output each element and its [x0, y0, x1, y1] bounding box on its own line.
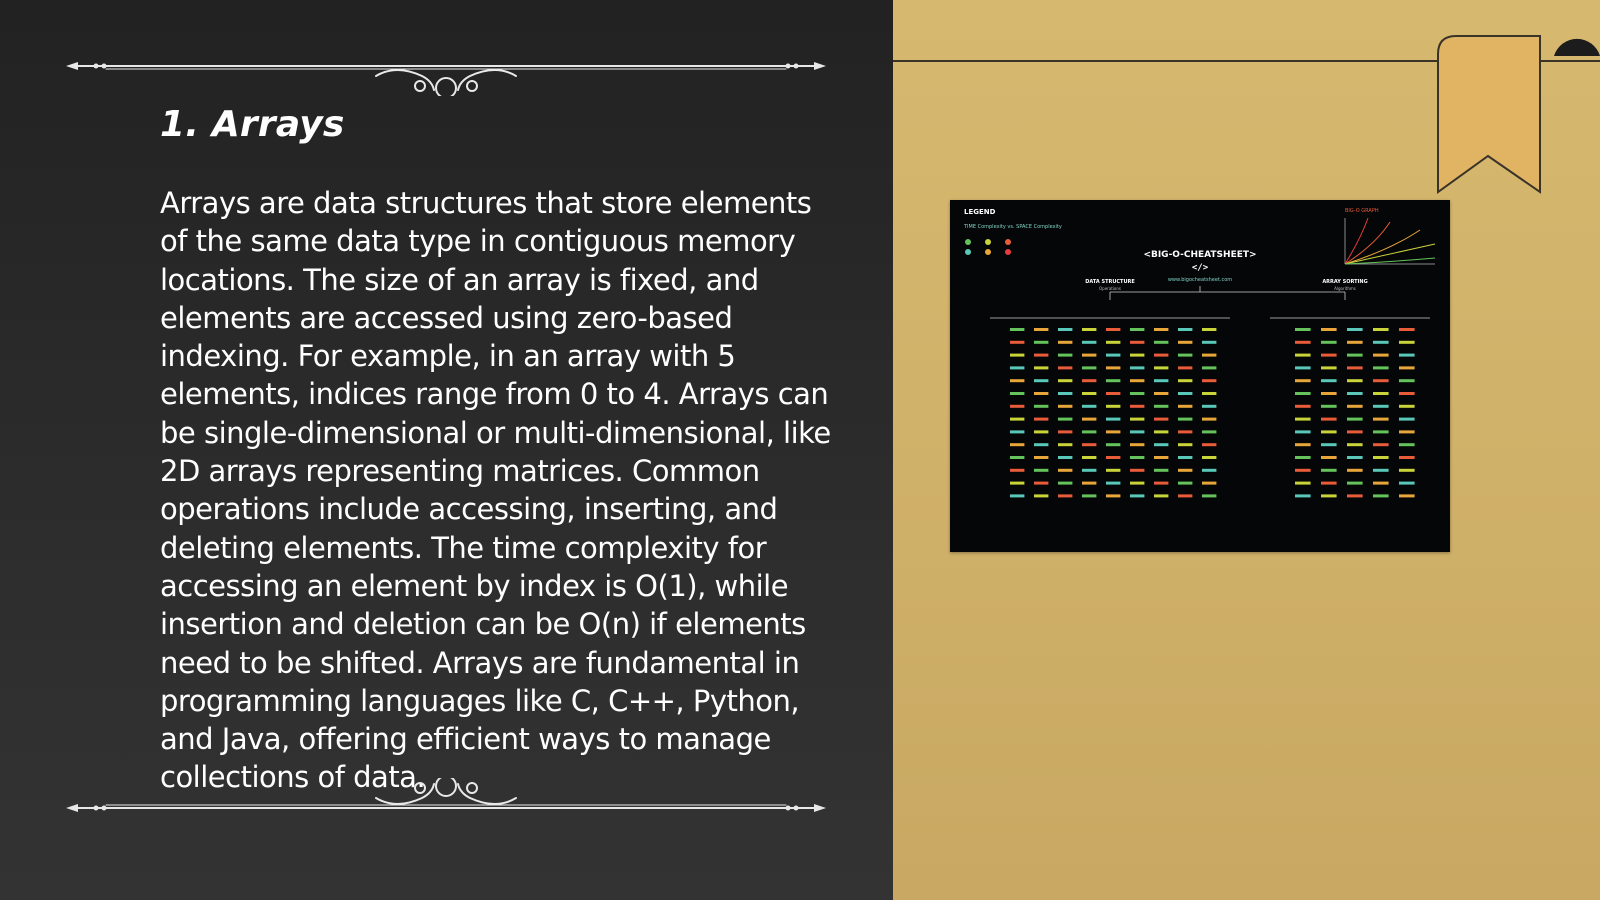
cheatsheet-cell: [1399, 354, 1415, 357]
cheatsheet-cell: [1130, 418, 1144, 421]
cheatsheet-cell: [1321, 392, 1337, 395]
cheatsheet-cell: [1058, 379, 1072, 382]
right-section-sub: Algorithms: [1334, 286, 1356, 291]
cheatsheet-cell: [1373, 392, 1389, 395]
cheatsheet-cell: [1373, 418, 1389, 421]
cheatsheet-cell: [1347, 443, 1363, 446]
cheatsheet-cell: [1154, 418, 1168, 421]
cheatsheet-cell: [1295, 354, 1311, 357]
cheatsheet-cell: [1154, 469, 1168, 472]
cheatsheet-cell: [1010, 366, 1024, 369]
cheatsheet-cell: [1010, 341, 1024, 344]
cheatsheet-cell: [1010, 482, 1024, 485]
cheatsheet-cell: [1130, 456, 1144, 459]
cheatsheet-cell: [1178, 494, 1192, 497]
cheatsheet-cell: [1295, 469, 1311, 472]
cheatsheet-cell: [1034, 379, 1048, 382]
cheatsheet-cell: [1321, 469, 1337, 472]
cheatsheet-cell: [1106, 328, 1120, 331]
cheatsheet-cell: [1034, 456, 1048, 459]
cheatsheet-cell: [1373, 405, 1389, 408]
cheatsheet-cell: [1178, 469, 1192, 472]
left-section-sub: Operations: [1099, 286, 1121, 291]
cheatsheet-cell: [1347, 418, 1363, 421]
cheatsheet-cell: [1082, 430, 1096, 433]
bookmark-ribbon-icon: [1430, 34, 1600, 204]
cheatsheet-cell: [1154, 405, 1168, 408]
cheatsheet-cell: [1295, 392, 1311, 395]
cheatsheet-cell: [1082, 418, 1096, 421]
cheatsheet-cell: [1347, 494, 1363, 497]
cheatsheet-cell: [1178, 430, 1192, 433]
cheatsheet-cell: [1082, 354, 1096, 357]
cheatsheet-cell: [1373, 430, 1389, 433]
cheatsheet-cell: [1010, 469, 1024, 472]
cheatsheet-cell: [1130, 469, 1144, 472]
cheatsheet-cell: [1058, 456, 1072, 459]
cheatsheet-cell: [1154, 379, 1168, 382]
cheatsheet-cell: [1321, 494, 1337, 497]
cheatsheet-cell: [1082, 456, 1096, 459]
cheatsheet-cell: [1082, 482, 1096, 485]
cheatsheet-cell: [1321, 443, 1337, 446]
cheatsheet-cell: [1295, 443, 1311, 446]
cheatsheet-cell: [1347, 366, 1363, 369]
cheatsheet-cell: [1373, 328, 1389, 331]
cheatsheet-cell: [1202, 494, 1216, 497]
cheatsheet-cell: [1082, 443, 1096, 446]
cheatsheet-cell: [1154, 443, 1168, 446]
cheatsheet-cell: [1399, 341, 1415, 344]
cheatsheet-cell: [1347, 469, 1363, 472]
cheatsheet-cell: [1034, 392, 1048, 395]
cheatsheet-cell: [1178, 379, 1192, 382]
cheatsheet-cell: [1058, 354, 1072, 357]
cheatsheet-cell: [1130, 405, 1144, 408]
cheatsheet-cell: [1202, 430, 1216, 433]
cheatsheet-cell: [1295, 456, 1311, 459]
cheatsheet-cell: [1130, 482, 1144, 485]
cheatsheet-cell: [1373, 354, 1389, 357]
cheatsheet-cell: [1295, 328, 1311, 331]
cheatsheet-cell: [1347, 328, 1363, 331]
cheatsheet-cell: [1106, 392, 1120, 395]
cheatsheet-cell: [1034, 443, 1048, 446]
top-ornament-divider: [66, 36, 826, 96]
cheatsheet-cell: [1202, 366, 1216, 369]
cheatsheet-cell: [1178, 392, 1192, 395]
cheatsheet-cell: [1058, 443, 1072, 446]
legend-subtitle: TIME Complexity vs. SPACE Complexity: [964, 224, 1062, 230]
cheatsheet-cell: [1058, 430, 1072, 433]
cheatsheet-cell: [1202, 482, 1216, 485]
cheatsheet-cell: [1106, 456, 1120, 459]
left-section-label: DATA STRUCTURE: [1085, 279, 1135, 285]
cheatsheet-cell: [1130, 341, 1144, 344]
cheatsheet-cell: [1154, 366, 1168, 369]
right-section-label: ARRAY SORTING: [1322, 279, 1368, 285]
cheatsheet-cell: [1347, 354, 1363, 357]
cheatsheet-cell: [1106, 482, 1120, 485]
cheatsheet-cell: [1399, 328, 1415, 331]
cheatsheet-cell: [1202, 418, 1216, 421]
cheatsheet-cell: [1010, 392, 1024, 395]
slide-body-text: Arrays are data structures that store elements of the same data type in contiguous memory locations. The size of an array is fixed, and elements are accessed using zero-based indexing. For example, in an array with 5 elements, indices range from 0 to 4. Arrays can be single-dimensional or multi-dimensional, like 2D arrays representing matrices. Common operations include accessing, inserting, and deleting elements. The time complexity for accessing an element by index is O(1), while insertion and deletion can be O(n) if elements need to be shifted. Arrays are fundamental in programming languages like C, C++, Python, and Java, offering efficient ways to manage collections of data.: [160, 186, 831, 795]
cheatsheet-cell: [1082, 469, 1096, 472]
legend-label: LEGEND: [964, 208, 996, 216]
cheatsheet-cell: [1321, 341, 1337, 344]
cheatsheet-cell: [1130, 494, 1144, 497]
cheatsheet-cell: [1130, 354, 1144, 357]
cheatsheet-cell: [1321, 354, 1337, 357]
slide-title: 1. Arrays: [160, 104, 345, 145]
graph-label: BIG-O GRAPH: [1345, 208, 1379, 214]
cheatsheet-cell: [1399, 482, 1415, 485]
cheatsheet-cell: [1154, 354, 1168, 357]
cheatsheet-cell: [1130, 379, 1144, 382]
cheatsheet-cell: [1347, 341, 1363, 344]
cheatsheet-cell: [1295, 494, 1311, 497]
cheatsheet-cell: [1321, 482, 1337, 485]
cheatsheet-cell: [1399, 418, 1415, 421]
cheatsheet-cell: [1058, 366, 1072, 369]
cheatsheet-cell: [1178, 405, 1192, 408]
cheatsheet-cell: [1347, 392, 1363, 395]
cheatsheet-cell: [1399, 366, 1415, 369]
cheatsheet-cell: [1295, 366, 1311, 369]
cheatsheet-cell: [1202, 443, 1216, 446]
cheatsheet-cell: [1058, 494, 1072, 497]
cheatsheet-cell: [1399, 469, 1415, 472]
cheatsheet-cell: [1082, 494, 1096, 497]
cheatsheet-cell: [1178, 443, 1192, 446]
cheatsheet-cell: [1106, 405, 1120, 408]
cheatsheet-cell: [1399, 379, 1415, 382]
cheatsheet-cell: [1106, 494, 1120, 497]
cheatsheet-cell: [1154, 328, 1168, 331]
cheatsheet-cell: [1399, 430, 1415, 433]
cheatsheet-cell: [1034, 405, 1048, 408]
cheatsheet-cell: [1034, 341, 1048, 344]
cheatsheet-cell: [1373, 482, 1389, 485]
cheatsheet-cell: [1321, 328, 1337, 331]
cheatsheet-cell: [1202, 392, 1216, 395]
cheatsheet-cell: [1154, 341, 1168, 344]
cheatsheet-cell: [1373, 469, 1389, 472]
cheatsheet-cell: [1058, 328, 1072, 331]
cheatsheet-cell: [1347, 405, 1363, 408]
cheatsheet-cell: [1347, 456, 1363, 459]
cheatsheet-cell: [1058, 405, 1072, 408]
cheatsheet-cell: [1010, 430, 1024, 433]
cheatsheet-cell: [1399, 456, 1415, 459]
cheatsheet-cell: [1154, 430, 1168, 433]
cheatsheet-cell: [1010, 494, 1024, 497]
cheatsheet-cell: [1130, 443, 1144, 446]
cheatsheet-cell: [1321, 405, 1337, 408]
cheatsheet-cell: [1321, 379, 1337, 382]
cheatsheet-cell: [1034, 328, 1048, 331]
cheatsheet-cell: [1106, 469, 1120, 472]
cheatsheet-cell: [1010, 443, 1024, 446]
cheatsheet-cell: [1106, 341, 1120, 344]
cheatsheet-cell: [1202, 354, 1216, 357]
cheatsheet-cell: [1321, 456, 1337, 459]
cheatsheet-cell: [1295, 418, 1311, 421]
cheatsheet-cell: [1178, 328, 1192, 331]
cheatsheet-cell: [1082, 379, 1096, 382]
cheatsheet-cell: [1034, 354, 1048, 357]
cheatsheet-cell: [1010, 418, 1024, 421]
cheatsheet-cell: [1010, 328, 1024, 331]
cheatsheet-cell: [1130, 328, 1144, 331]
cheatsheet-cell: [1399, 443, 1415, 446]
cheatsheet-cell: [1058, 341, 1072, 344]
cheatsheet-cell: [1373, 341, 1389, 344]
cheatsheet-cell: [1347, 482, 1363, 485]
cheatsheet-cell: [1034, 494, 1048, 497]
cheatsheet-cell: [1373, 443, 1389, 446]
cheatsheet-cell: [1154, 392, 1168, 395]
cheatsheet-cell: [1178, 482, 1192, 485]
cheatsheet-cell: [1202, 328, 1216, 331]
cheatsheet-cell: [1202, 456, 1216, 459]
cheatsheet-cell: [1202, 379, 1216, 382]
cheatsheet-cell: [1082, 366, 1096, 369]
cheatsheet-cell: [1058, 482, 1072, 485]
cheatsheet-cell: [1178, 456, 1192, 459]
cheatsheet-cell: [1373, 456, 1389, 459]
cheatsheet-tag: </>: [1191, 263, 1209, 273]
cheatsheet-cell: [1130, 430, 1144, 433]
cheatsheet-cell: [1347, 430, 1363, 433]
cheatsheet-cell: [1154, 456, 1168, 459]
cheatsheet-cell: [1010, 405, 1024, 408]
big-o-cheatsheet-image: [950, 200, 1450, 552]
bottom-ornament-divider: [66, 778, 826, 838]
cheatsheet-cell: [1010, 379, 1024, 382]
cheatsheet-cell: [1295, 379, 1311, 382]
cheatsheet-cell: [1106, 366, 1120, 369]
cheatsheet-cell: [1130, 392, 1144, 395]
cheatsheet-cell: [1082, 341, 1096, 344]
cheatsheet-cell: [1399, 494, 1415, 497]
cheatsheet-cell: [1202, 341, 1216, 344]
cheatsheet-url: www.bigocheatsheet.com: [1167, 277, 1233, 283]
cheatsheet-cell: [1106, 354, 1120, 357]
cheatsheet-cell: [1034, 469, 1048, 472]
cheatsheet-cell: [1202, 469, 1216, 472]
cheatsheet-cell: [1202, 405, 1216, 408]
cheatsheet-cell: [1034, 430, 1048, 433]
cheatsheet-cell: [1321, 430, 1337, 433]
cheatsheet-cell: [1106, 443, 1120, 446]
cheatsheet-cell: [1154, 494, 1168, 497]
cheatsheet-cell: [1058, 469, 1072, 472]
cheatsheet-cell: [1295, 405, 1311, 408]
cheatsheet-cell: [1034, 366, 1048, 369]
cheatsheet-cell: [1399, 392, 1415, 395]
cheatsheet-cell: [1058, 418, 1072, 421]
cheatsheet-cell: [1178, 354, 1192, 357]
cheatsheet-cell: [1295, 430, 1311, 433]
cheatsheet-cell: [1034, 482, 1048, 485]
cheatsheet-cell: [1373, 366, 1389, 369]
cheatsheet-cell: [1130, 366, 1144, 369]
cheatsheet-cell: [1321, 366, 1337, 369]
cheatsheet-cell: [1399, 405, 1415, 408]
cheatsheet-cell: [1178, 418, 1192, 421]
cheatsheet-heading: <BIG-O-CHEATSHEET>: [1143, 250, 1257, 260]
cheatsheet-cell: [1295, 341, 1311, 344]
cheatsheet-cell: [1106, 379, 1120, 382]
cheatsheet-cell: [1010, 354, 1024, 357]
cheatsheet-cell: [1178, 366, 1192, 369]
cheatsheet-cell: [1082, 405, 1096, 408]
cheatsheet-cell: [1106, 430, 1120, 433]
cheatsheet-cell: [1373, 494, 1389, 497]
cheatsheet-cell: [1373, 379, 1389, 382]
cheatsheet-cell: [1295, 482, 1311, 485]
cheatsheet-cell: [1321, 418, 1337, 421]
cheatsheet-cell: [1347, 379, 1363, 382]
cheatsheet-cell: [1106, 418, 1120, 421]
cheatsheet-cell: [1082, 392, 1096, 395]
cheatsheet-cell: [1154, 482, 1168, 485]
cheatsheet-cell: [1082, 328, 1096, 331]
cheatsheet-cell: [1178, 341, 1192, 344]
cheatsheet-cell: [1034, 418, 1048, 421]
cheatsheet-cell: [1058, 392, 1072, 395]
cheatsheet-cell: [1010, 456, 1024, 459]
